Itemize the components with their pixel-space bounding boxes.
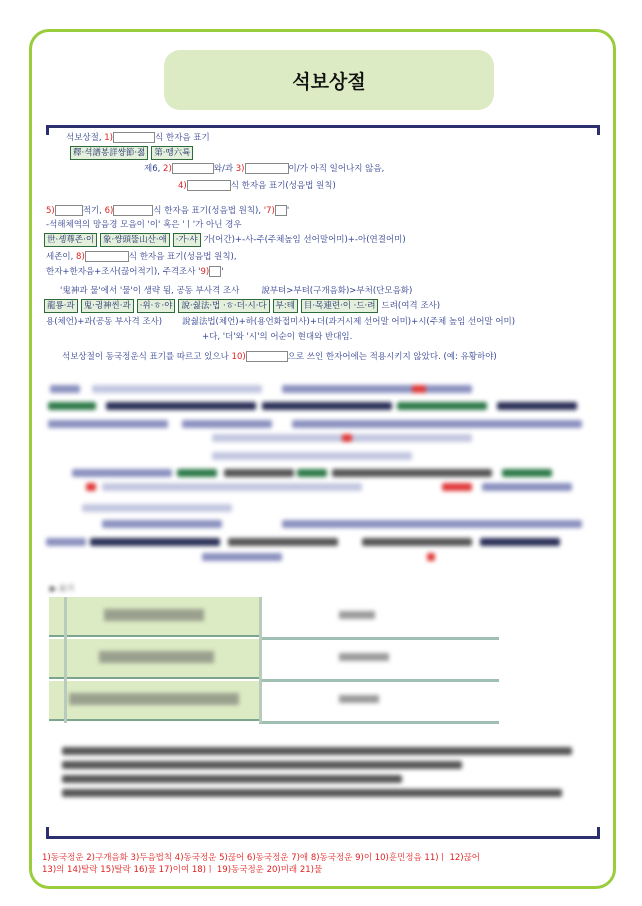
hanja-box: 世·솅尊존·이 <box>44 233 97 247</box>
s1-text: 식 한자음 표기(성음법 원칙) <box>230 181 336 191</box>
obscured-line <box>92 385 262 393</box>
s2-line3 <box>44 233 406 247</box>
obscured-line <box>82 504 232 512</box>
s2-text: 식 한자음 표기(성음법 원칙), <box>128 252 237 262</box>
obscured-box <box>48 402 96 410</box>
blank-1[interactable] <box>113 132 155 143</box>
blank-num-2: 2) <box>163 164 172 174</box>
obscured-line <box>442 483 472 491</box>
obscured-line <box>332 469 492 477</box>
table-label: ▶ 표기 <box>50 584 75 593</box>
hanja-box: ·가·샤 <box>173 233 201 247</box>
table-row <box>49 597 499 639</box>
blank-6[interactable] <box>113 205 153 216</box>
obscured-box <box>480 538 560 546</box>
s2-line2: -석해체역의 망음경 모음이 '이' 혹은 'ㅣ'가 아닌 경우 <box>46 220 242 230</box>
table-cell-left <box>49 639 259 679</box>
blank-num-1: 1) <box>104 133 113 143</box>
obscured-line <box>62 761 462 769</box>
obscured-box <box>177 469 217 477</box>
table-cell-left <box>49 597 259 637</box>
hanja-box: ·위·ㅎ·야 <box>137 299 176 313</box>
blank-num-4: 4) <box>178 181 187 191</box>
obscured-line <box>282 520 582 528</box>
content-bracket-bottom <box>46 827 600 839</box>
table-border <box>259 597 262 723</box>
blank-9[interactable] <box>209 266 224 277</box>
obscured-box <box>297 469 327 477</box>
s2-text: 가(어간)+-사-주(주체높임 선어말어미)+-아(연결어미) <box>203 235 406 245</box>
obscured-box <box>262 402 392 410</box>
obscured-line <box>224 469 294 477</box>
obscured-line <box>212 452 412 460</box>
s2-text: 한자+한자음+조사(끊어적기), 주격조사 ' <box>46 267 201 277</box>
hanja-box: 釋·셕譜봉詳썅節·졇 <box>70 146 148 160</box>
obscured-line <box>72 469 172 477</box>
table-row <box>49 681 499 723</box>
hanja-box: 鬼·귕神씬·과 <box>81 299 134 313</box>
table-cell-right <box>269 653 499 663</box>
obscured-line <box>427 553 435 561</box>
s3-text: 용(체언)+과(공동 부사격 조사) <box>46 317 163 327</box>
obscured-line <box>342 434 352 442</box>
blank-7[interactable] <box>275 205 290 216</box>
s1-text-b: 식 한자음 표기 <box>154 133 210 143</box>
blank-num-9: 9) <box>200 267 210 277</box>
hanja-box: 龍룡·과 <box>44 299 78 313</box>
obscured-line <box>102 483 362 491</box>
obscured-line <box>202 553 282 561</box>
obscured-box <box>106 402 256 410</box>
blank-num-3: 3) <box>235 164 245 174</box>
obscured-line <box>48 420 168 428</box>
obscured-line <box>182 420 272 428</box>
s1-line1 <box>66 132 210 144</box>
s3-line3 <box>46 316 515 328</box>
obscured-line <box>102 520 222 528</box>
blank-10[interactable] <box>246 351 288 362</box>
obscured-line <box>482 483 572 491</box>
s2-text: 식 한자음 표기(성음법 원칙), <box>153 206 264 216</box>
table-divider <box>259 721 499 724</box>
s3-text: 說쉃法법(체언)+하(용언화접미사)+더(과거시제 선어말 어미)+시(주체 높임 선어말 어미) <box>182 317 516 327</box>
hanja-box: 象·썅頭뚤山산·애 <box>100 233 170 247</box>
s3-line1 <box>60 285 412 297</box>
blank-2[interactable] <box>172 163 214 174</box>
obscured-line <box>282 385 472 393</box>
blank-4[interactable] <box>187 180 231 191</box>
s3-text: 드려(여격 조사) <box>381 301 441 311</box>
s2-line4 <box>46 251 237 263</box>
s3-line5 <box>62 351 497 363</box>
blank-5[interactable] <box>55 205 83 216</box>
s2-text: 세존이, <box>46 252 77 262</box>
s3-line2 <box>44 299 440 313</box>
s2-text: ' <box>286 206 290 216</box>
s3-line4: +다, '더'와 '시'의 어순이 현대와 반대임. <box>202 332 353 342</box>
s1-line2 <box>70 146 196 160</box>
blank-num-8: 8) <box>76 252 85 262</box>
obscured-line <box>46 538 86 546</box>
hanja-box: 目·목連련·이 ·드·려 <box>301 299 379 313</box>
page-title: 석보상절 <box>164 50 494 110</box>
obscured-line <box>50 385 80 393</box>
page-frame <box>29 29 616 889</box>
table-cell-right <box>269 695 499 705</box>
s3-text: 說부텨>부텨(구개음화)>부처(단모음화) <box>261 286 413 296</box>
s1-text-a: 석보상절, <box>66 133 105 143</box>
s3-text: '鬼神과 물'에서 '물'이 생략 됨, 공동 부사격 조사 <box>60 286 240 296</box>
s1-text: 이/가 아직 일어나지 않음, <box>288 164 385 174</box>
s1-text: 와/과 <box>213 164 236 174</box>
obscured-box <box>90 538 220 546</box>
obscured-line <box>62 775 402 783</box>
hanja-box: 第·뗑六륙 <box>151 146 193 160</box>
table-cell-left <box>49 681 259 721</box>
obscured-box <box>502 469 552 477</box>
table-cell-right <box>269 611 499 621</box>
hanja-box: 說·쉃法·법 ·ㅎ·더·시·다 <box>178 299 269 313</box>
s3-text: 석보상절이 동국정운식 표기를 따르고 있으나 <box>62 352 232 362</box>
table-row <box>49 639 499 681</box>
obscured-line <box>362 538 472 546</box>
s2-line1 <box>46 205 289 217</box>
blank-num-10: 10) <box>231 352 246 362</box>
obscured-box <box>497 402 577 410</box>
obscured-line <box>62 747 572 755</box>
table-border <box>64 597 67 723</box>
obscured-line <box>62 789 562 797</box>
blank-8[interactable] <box>85 251 129 262</box>
obscured-box <box>397 402 487 410</box>
hanja-box: 부:톄 <box>273 299 298 313</box>
s2-line5 <box>46 266 224 278</box>
blank-num-7: '7) <box>263 206 275 216</box>
answer-key <box>42 852 480 876</box>
s1-line3 <box>144 163 384 175</box>
s1-line4 <box>178 180 336 192</box>
answer-line-2: 13)의 14)탈락 15)탈락 16)물 17)이여 18)ㅣ 19)동국정운 20)미래 21)물 <box>42 865 323 875</box>
obscured-line <box>228 538 338 546</box>
s3-text: 으로 쓰인 한자어에는 적용시키지 않았다. (예: 유황하야) <box>287 352 497 362</box>
s2-text: ' <box>221 267 224 277</box>
answer-line-1: 1)동국정운 2)구개음화 3)두음법칙 4)동국정운 5)끊어 6)동국정운 7)애 8)동국정운 9)이 10)훈민정음 11)ㅣ 12)끊어 <box>42 853 481 863</box>
obscured-line <box>86 483 96 491</box>
obscured-line <box>412 385 426 393</box>
s1-text: 제6, <box>144 164 164 174</box>
summary-table <box>49 597 499 723</box>
s2-text: 적기, <box>82 206 105 216</box>
blank-3[interactable] <box>245 163 289 174</box>
blank-num-6: 6) <box>104 206 114 216</box>
obscured-line <box>292 420 582 428</box>
blank-num-5: 5) <box>46 206 55 216</box>
